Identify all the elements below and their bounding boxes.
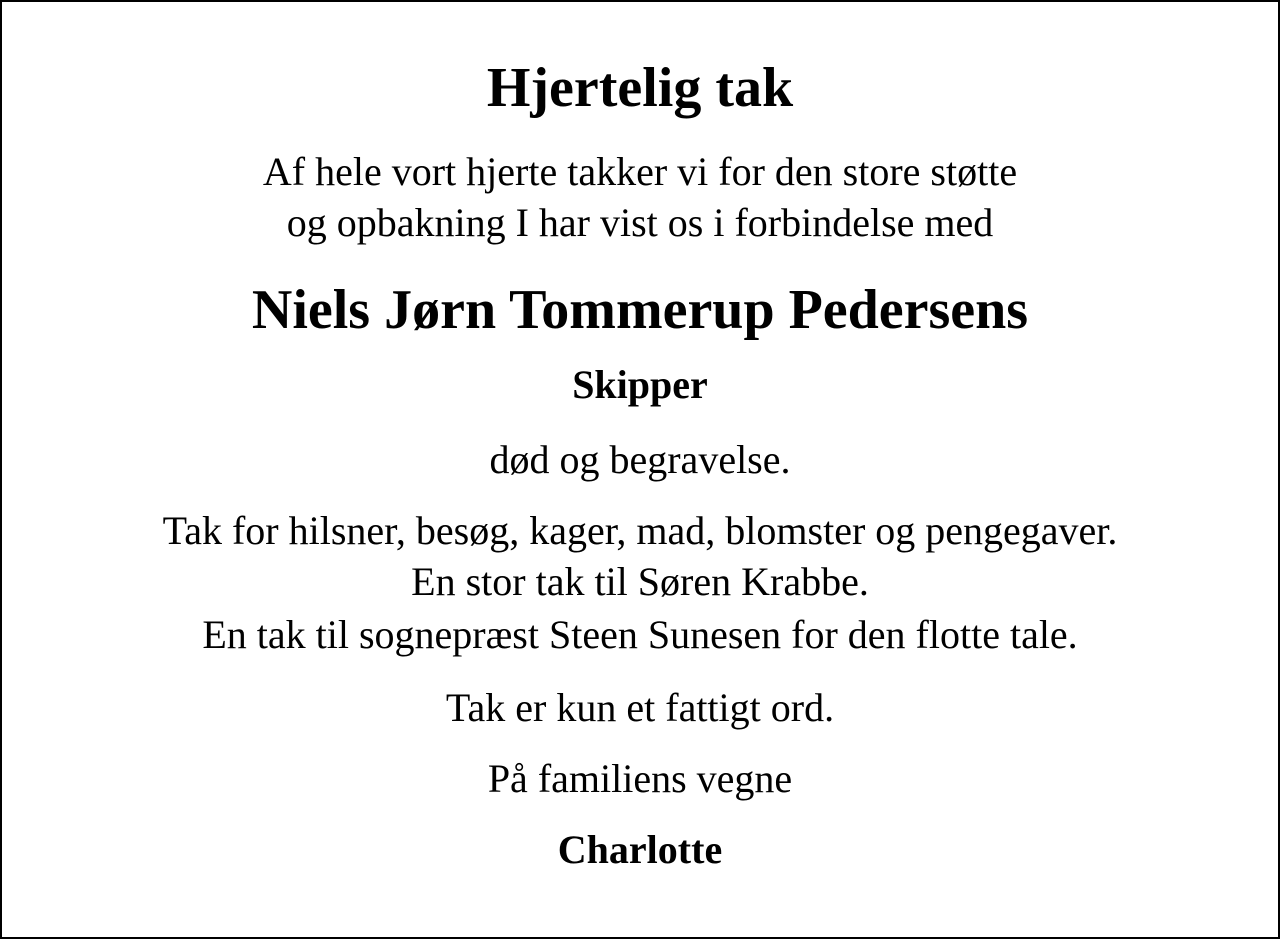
- on-behalf-line: På familiens vegne: [487, 756, 793, 801]
- signature: Charlotte: [557, 827, 723, 872]
- intro-line-2: og opbakning I har vist os i forbindelse med: [286, 200, 994, 245]
- thanks-line-3: En tak til sognepræst Steen Sunesen for den flotte tale.: [202, 612, 1078, 657]
- intro-line-1: Af hele vort hjerte takker vi for den store støtte: [262, 149, 1018, 194]
- notice-title: Hjertelig tak: [486, 57, 794, 119]
- thanks-line-1: Tak for hilsner, besøg, kager, mad, blomster og pengegaver.: [162, 508, 1118, 553]
- closing-quote: Tak er kun et fattigt ord.: [445, 685, 835, 730]
- occasion-text: død og begravelse.: [489, 437, 791, 482]
- thanks-line-2: En stor tak til Søren Krabbe.: [411, 559, 869, 604]
- occupation: Skipper: [572, 362, 708, 407]
- deceased-name: Niels Jørn Tommerup Pedersens: [251, 279, 1029, 341]
